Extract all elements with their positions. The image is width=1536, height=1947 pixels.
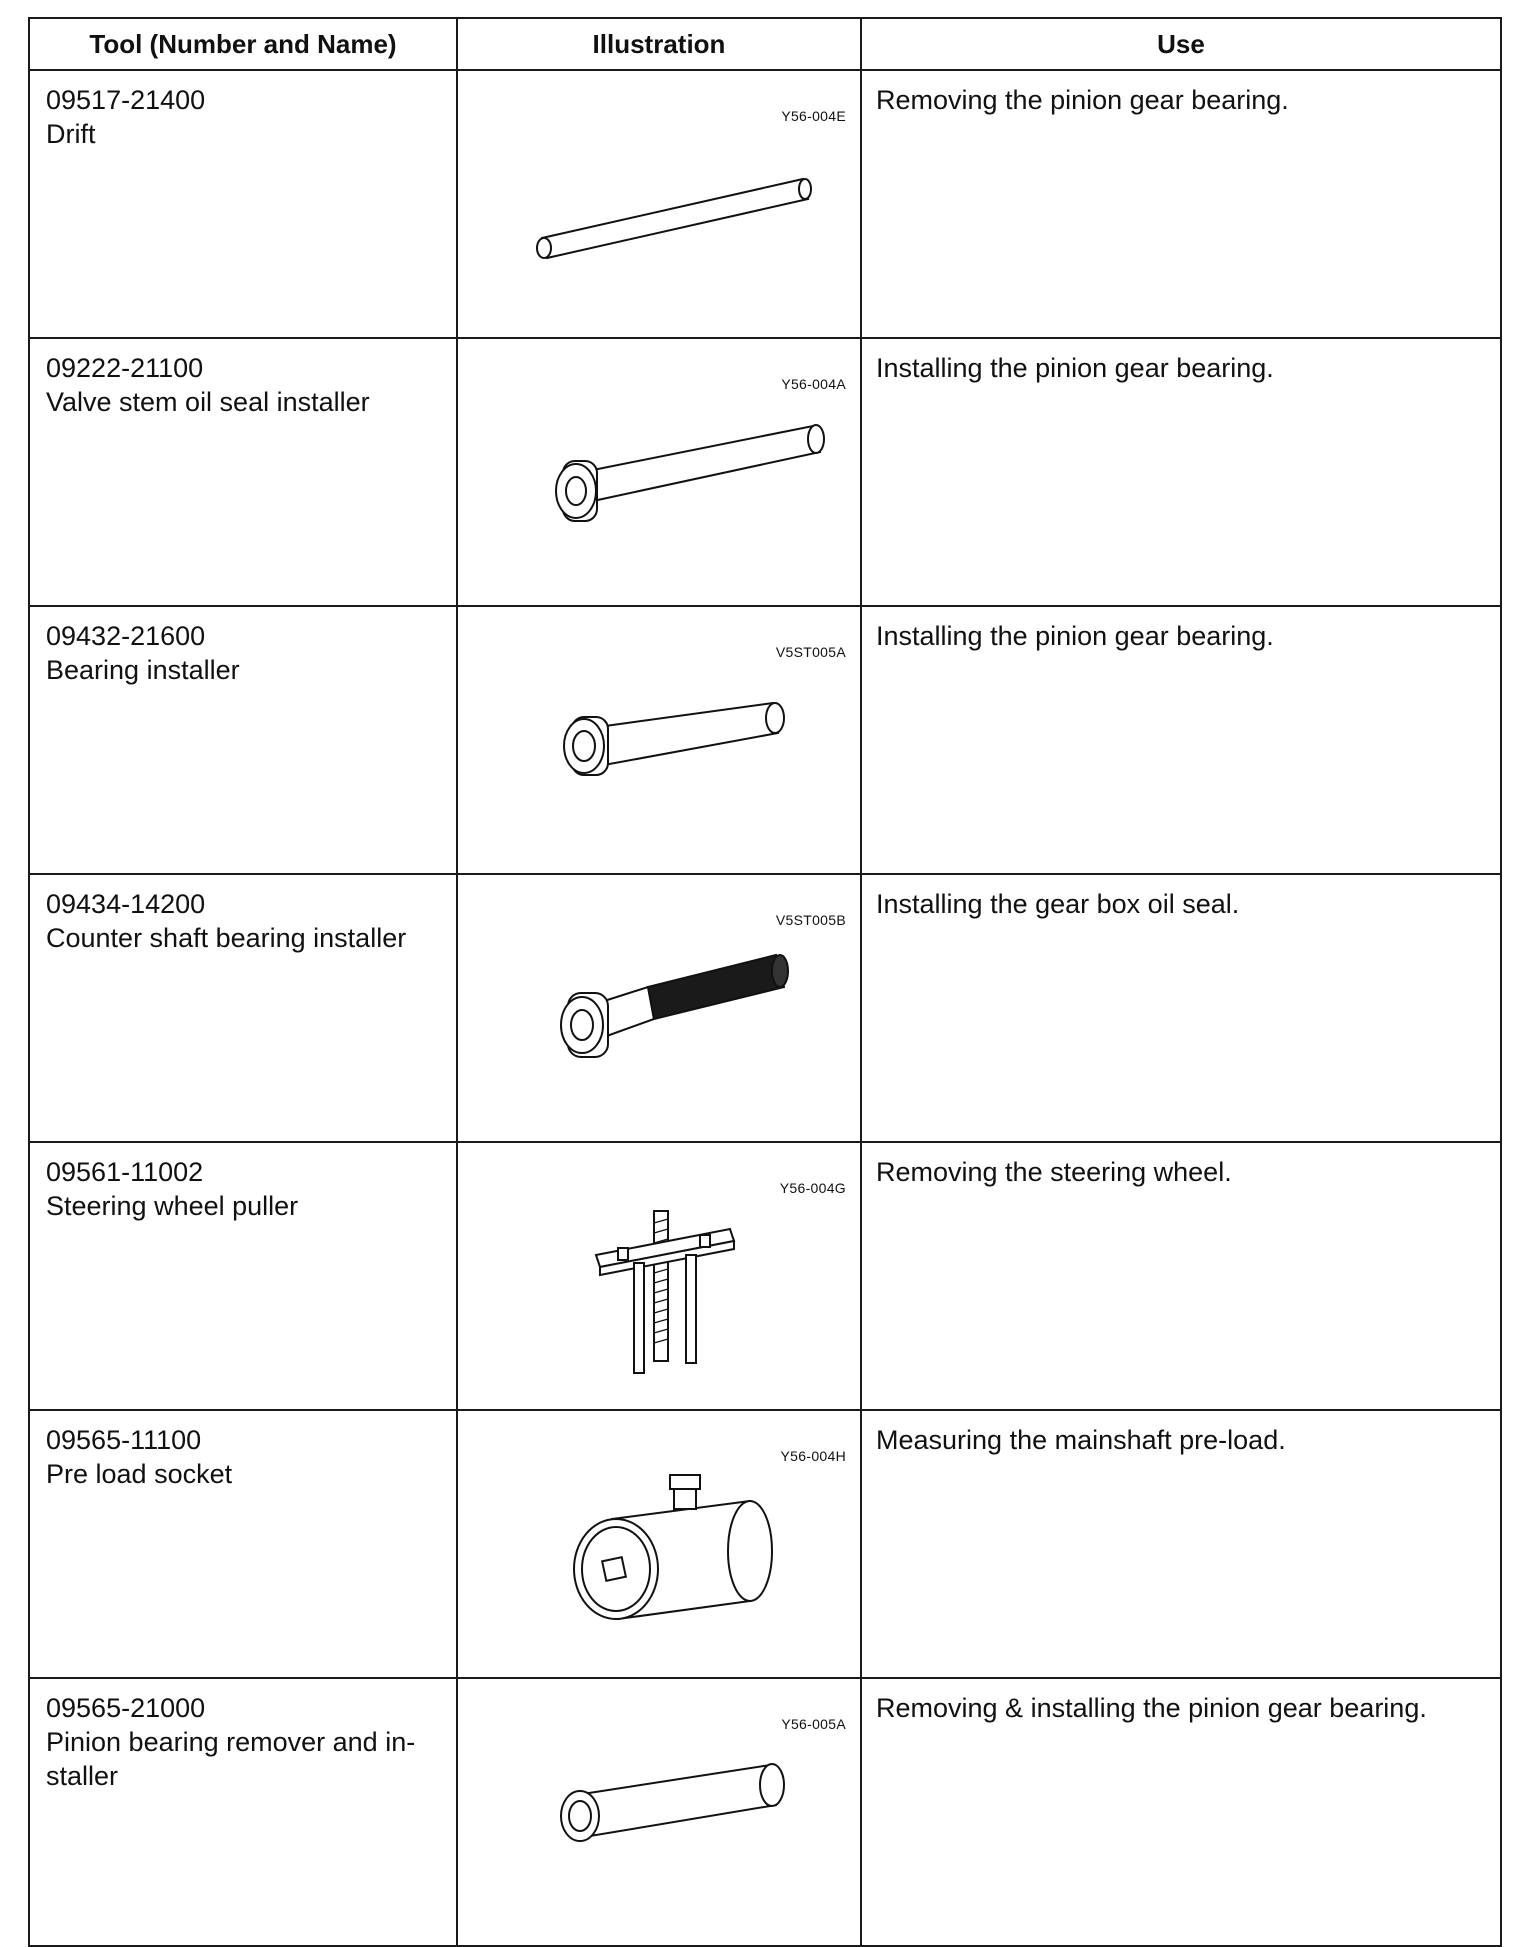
tool-name: Steering wheel puller	[46, 1191, 299, 1221]
figure-code: Y56-005A	[781, 1716, 846, 1732]
tool-number: 09565-11100	[46, 1425, 202, 1455]
use-cell: Measuring the mainshaft pre-load.	[861, 1410, 1501, 1678]
use-cell: Installing the gear box oil seal.	[861, 874, 1501, 1142]
tool-cell	[29, 1410, 457, 1678]
wheel-puller-icon	[458, 1143, 862, 1397]
tool-name: Valve stem oil seal installer	[46, 387, 370, 417]
seal-installer-icon	[458, 339, 862, 593]
illustration-cell	[457, 338, 861, 606]
tool-name: Pre load socket	[46, 1459, 233, 1489]
table-row	[29, 606, 1501, 874]
header-row	[29, 18, 1501, 70]
tool-name: Bearing installer	[46, 655, 240, 685]
illustration-cell	[457, 1678, 861, 1946]
header-tool: Tool (Number and Name)	[29, 18, 457, 70]
table-row	[29, 1678, 1501, 1946]
tool-number: 09561-11002	[46, 1157, 204, 1187]
figure-code: V5ST005B	[775, 912, 846, 928]
illustration-cell	[457, 1142, 861, 1410]
tool-cell	[29, 1678, 457, 1946]
tool-number: 09517-21400	[46, 85, 206, 115]
pinion-remover-icon	[458, 1679, 862, 1933]
figure-code: Y56-004E	[781, 108, 846, 124]
drift-rod-icon	[458, 71, 862, 325]
table-row	[29, 874, 1501, 1142]
tool-cell	[29, 1142, 457, 1410]
use-cell: Removing & installing the pinion gear bearing.	[861, 1678, 1501, 1946]
table-row	[29, 70, 1501, 338]
tool-number: 09565-21000	[46, 1693, 206, 1723]
use-cell: Removing the steering wheel.	[861, 1142, 1501, 1410]
table-row	[29, 1410, 1501, 1678]
use-cell: Removing the pinion gear bearing.	[861, 70, 1501, 338]
tool-cell	[29, 606, 457, 874]
illustration-cell	[457, 1410, 861, 1678]
table-row	[29, 1142, 1501, 1410]
figure-code: Y56-004A	[781, 376, 846, 392]
preload-socket-icon	[458, 1411, 862, 1665]
figure-code: Y56-004H	[780, 1448, 846, 1464]
use-cell: Installing the pinion gear bearing.	[861, 606, 1501, 874]
table-row	[29, 338, 1501, 606]
tool-number: 09432-21600	[46, 621, 206, 651]
figure-code: V5ST005A	[775, 644, 846, 660]
tool-name: Pinion bearing remover and in-staller	[46, 1727, 416, 1791]
header-illustration: Illustration	[457, 18, 861, 70]
figure-code: Y56-004G	[779, 1180, 846, 1196]
tool-name: Counter shaft bearing installer	[46, 923, 407, 953]
tool-name: Drift	[46, 119, 96, 149]
header-use: Use	[861, 18, 1501, 70]
tool-cell	[29, 338, 457, 606]
tool-cell	[29, 70, 457, 338]
illustration-cell	[457, 874, 861, 1142]
bearing-installer-icon	[458, 607, 862, 861]
tool-cell	[29, 874, 457, 1142]
countershaft-installer-icon	[458, 875, 862, 1129]
tool-number: 09434-14200	[46, 889, 206, 919]
tool-number: 09222-21100	[46, 353, 204, 383]
use-cell: Installing the pinion gear bearing.	[861, 338, 1501, 606]
illustration-cell	[457, 70, 861, 338]
illustration-cell	[457, 606, 861, 874]
special-tools-table	[28, 17, 1502, 1947]
